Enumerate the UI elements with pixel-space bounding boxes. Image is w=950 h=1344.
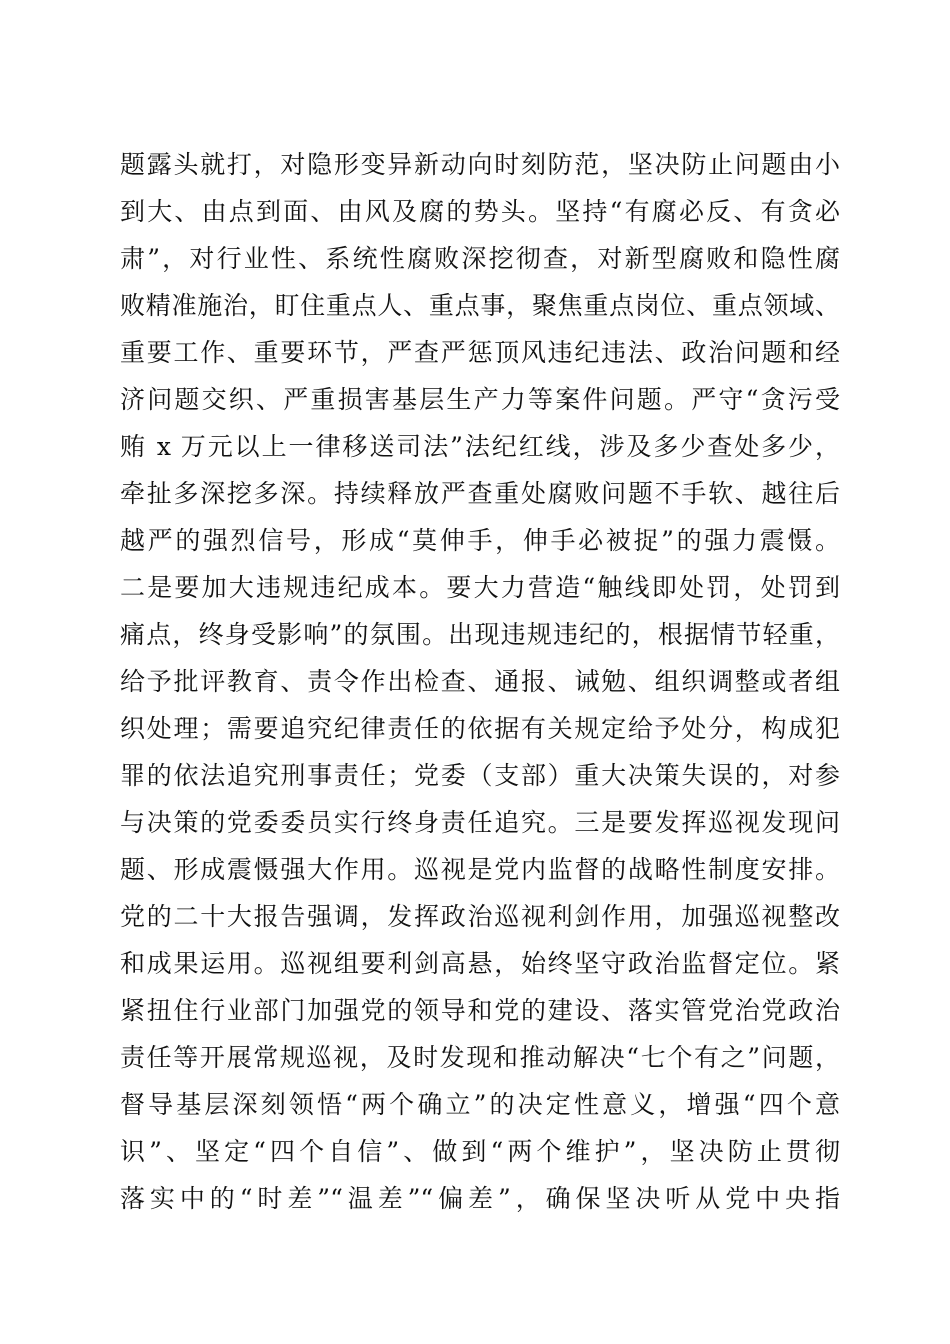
text-line: 重要工作、重要环节，严查严惩顶风违纪违法、政治问题和经 xyxy=(120,338,840,367)
text-line: 败精准施治，盯住重点人、重点事，聚焦重点岗位、重点领域、 xyxy=(120,291,840,320)
text-line: 二是要加大违规违纪成本。要大力营造“触线即处罚，处罚到 xyxy=(120,573,840,602)
text-line: 与决策的党委委员实行终身责任追究。三是要发挥巡视发现问 xyxy=(120,808,840,837)
text-line: 牵扯多深挖多深。持续释放严查重处腐败问题不手软、越往后 xyxy=(120,479,840,508)
text-line: 肃”，对行业性、系统性腐败深挖彻查，对新型腐败和隐性腐 xyxy=(120,244,840,273)
text-line: 责任等开展常规巡视，及时发现和推动解决“七个有之”问题， xyxy=(120,1043,840,1072)
text-line: 题、形成震慑强大作用。巡视是党内监督的战略性制度安排。 xyxy=(120,855,840,884)
text-line: 题露头就打，对隐形变异新动向时刻防范，坚决防止问题由小 xyxy=(120,150,840,179)
text-line: 罪的依法追究刑事责任；党委（支部）重大决策失误的，对参 xyxy=(120,761,840,790)
text-line: 给予批评教育、责令作出检查、通报、诫勉、组织调整或者组 xyxy=(120,667,840,696)
text-line: 织处理；需要追究纪律责任的依据有关规定给予处分，构成犯 xyxy=(120,714,840,743)
body-paragraph xyxy=(120,141,840,1222)
text-line: 落实中的“时差”“温差”“偏差”，确保坚决听从党中央指 xyxy=(120,1184,840,1213)
text-line: 贿 x 万元以上一律移送司法”法纪红线，涉及多少查处多少， xyxy=(120,432,840,461)
text-line: 督导基层深刻领悟“两个确立”的决定性意义，增强“四个意 xyxy=(120,1090,840,1119)
text-line: 识”、坚定“四个自信”、做到“两个维护”，坚决防止贯彻 xyxy=(120,1137,840,1166)
text-line: 紧扭住行业部门加强党的领导和党的建设、落实管党治党政治 xyxy=(120,996,840,1025)
text-line: 党的二十大报告强调，发挥政治巡视利剑作用，加强巡视整改 xyxy=(120,902,840,931)
text-line: 济问题交织、严重损害基层生产力等案件问题。严守“贪污受 xyxy=(120,385,840,414)
text-line: 越严的强烈信号，形成“莫伸手，伸手必被捉”的强力震慑。 xyxy=(120,526,840,555)
text-line: 和成果运用。巡视组要利剑高悬，始终坚守政治监督定位。紧 xyxy=(120,949,840,978)
text-line: 痛点，终身受影响”的氛围。出现违规违纪的，根据情节轻重， xyxy=(120,620,840,649)
text-line: 到大、由点到面、由风及腐的势头。坚持“有腐必反、有贪必 xyxy=(120,197,840,226)
